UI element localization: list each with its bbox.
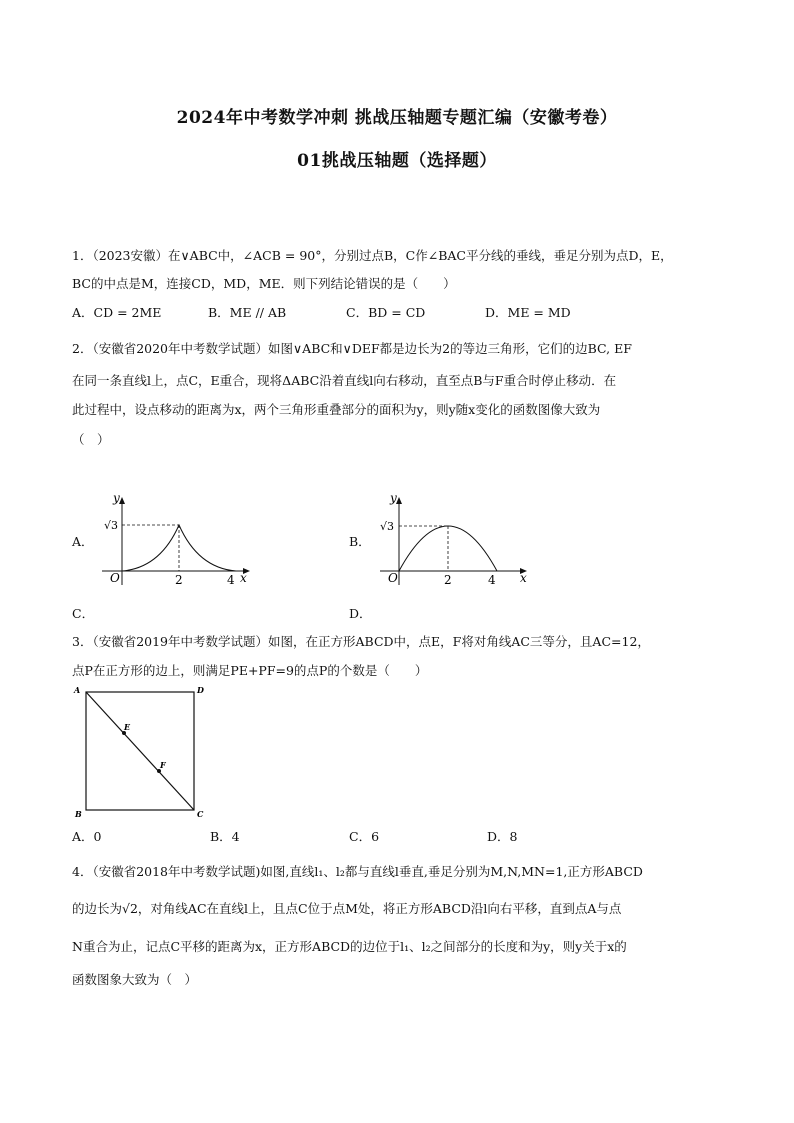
x-axis-label: x xyxy=(240,571,247,585)
y-axis-label: y xyxy=(113,491,120,505)
label-e: E xyxy=(124,722,131,732)
label-d: D xyxy=(197,685,204,695)
origin-label: O xyxy=(110,571,120,585)
y-axis-arrow xyxy=(396,497,402,504)
tick-4-label: 4 xyxy=(227,573,235,587)
q4-line-1: 4．（安徽省2018年中考数学试题)如图,直线l₁、l₂都与直线l垂直,垂足分别为M,N,MN=1,正方形ABCD xyxy=(72,864,643,879)
q3-option-d[interactable]: D．8 xyxy=(487,829,518,844)
label-a: A xyxy=(74,685,81,695)
tick-2-label: 2 xyxy=(175,573,183,587)
q2-line-1: 2．（安徽省2020年中考数学试题）如图∨ABC和∨DEF都是边长为2的等边三角形，它们的边BC, EF xyxy=(72,341,632,356)
q2-line-3: 此过程中，设点移动的距离为x，两个三角形重叠部分的面积为y，则y随x变化的函数图像大致为 xyxy=(72,402,601,417)
label-f: F xyxy=(160,760,166,770)
q4-line-3: N重合为止，记点C平移的距离为x，正方形ABCD的边位于l₁、l₂之间部分的长度和为y，则y关于x的 xyxy=(72,939,627,954)
q2-line-2: 在同一条直线l上，点C，E重合，现将ΔABC沿着直线l向右移动，直至点B与F重合时停止移动．在 xyxy=(72,373,617,388)
q2-option-b[interactable]: B． xyxy=(349,534,371,549)
q4-line-2: 的边长为√2，对角线AC在直线l上，且点C位于点M处，将正方形ABCD沿l向右平移，直到点A与点 xyxy=(72,901,622,916)
origin-label: O xyxy=(388,571,398,585)
sqrt3-label: √3 xyxy=(380,520,395,533)
page-title-line-1: 2024年中考数学冲刺 挑战压轴题专题汇编（安徽考卷） xyxy=(176,108,618,128)
q3-line-2: 点P在正方形的边上，则满足PE+PF=9的点P的个数是（ ） xyxy=(72,663,428,678)
q3-square-figure xyxy=(72,684,212,824)
q1-option-a[interactable]: A．CD = 2ME xyxy=(72,305,162,320)
q3-option-a[interactable]: A．0 xyxy=(72,829,102,844)
q2-option-c[interactable]: C． xyxy=(72,606,95,621)
y-axis-label: y xyxy=(390,491,397,505)
q1-line-1: 1．（2023安徽）在∨ABC中，∠ACB = 90°，分别过点B，C作∠BAC平分线的垂线，垂足分别为点D，E， xyxy=(72,248,673,263)
diagonal-ac xyxy=(86,692,194,810)
x-axis-label: x xyxy=(520,571,527,585)
q2-graph-a xyxy=(100,488,260,588)
y-axis-arrow xyxy=(119,497,125,504)
q3-option-c[interactable]: C．6 xyxy=(349,829,380,844)
q2-option-a[interactable]: A． xyxy=(72,534,94,549)
q2-graph-b xyxy=(372,488,532,588)
q1-option-b[interactable]: B．ME // AB xyxy=(208,305,287,320)
label-b: B xyxy=(75,809,82,819)
q2-option-d[interactable]: D． xyxy=(349,606,372,621)
q1-option-c[interactable]: C．BD = CD xyxy=(346,305,426,320)
q4-line-4: 函数图象大致为（ ） xyxy=(72,972,198,987)
q1-option-d[interactable]: D．ME = MD xyxy=(485,305,571,320)
q2-line-4: （ ） xyxy=(72,432,110,447)
q3-option-b[interactable]: B．4 xyxy=(210,829,240,844)
tick-2-label: 2 xyxy=(444,573,452,587)
sqrt3-label: √3 xyxy=(104,519,119,532)
tick-4-label: 4 xyxy=(488,573,496,587)
q3-line-1: 3．（安徽省2019年中考数学试题）如图，在正方形ABCD中，点E，F将对角线AC三等分，且AC=12， xyxy=(72,634,650,649)
page-title-line-2: 01挑战压轴题（选择题） xyxy=(297,151,497,171)
label-c: C xyxy=(197,809,204,819)
q1-line-2: BC的中点是M，连接CD，MD，ME．则下列结论错误的是（ ） xyxy=(72,276,456,291)
